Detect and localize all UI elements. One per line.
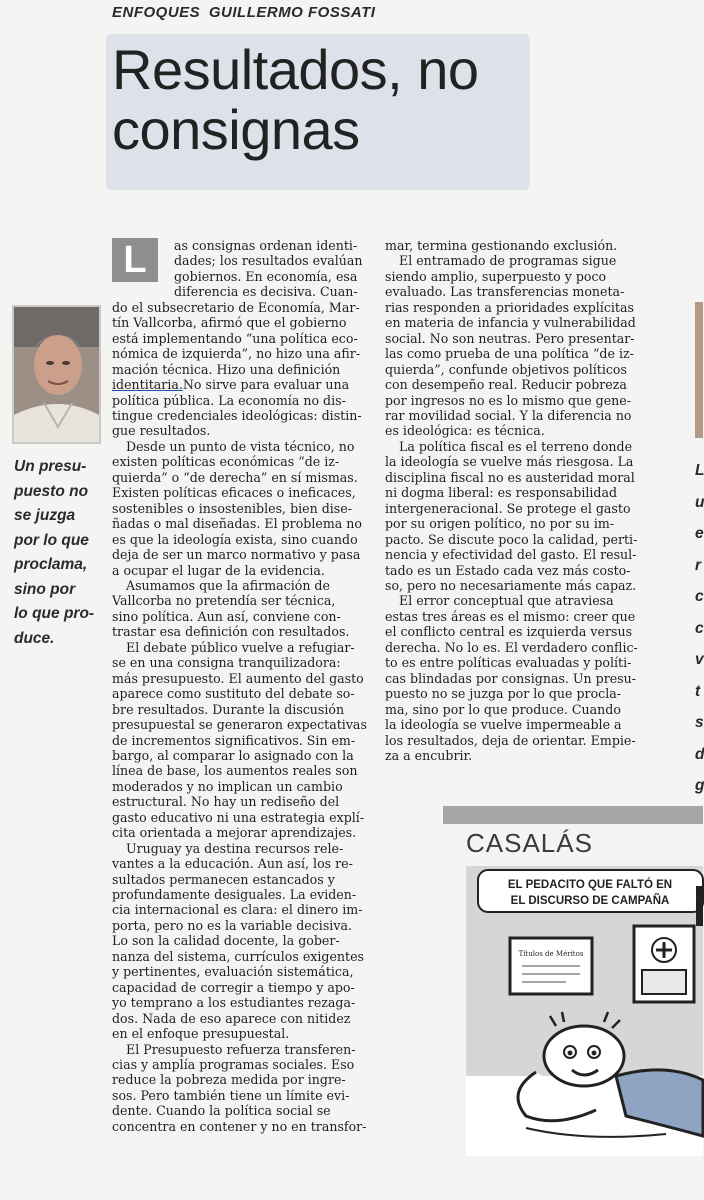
text-line: gue resultados. — [112, 423, 211, 439]
text-line: La política fiscal es el terreno donde — [399, 438, 633, 454]
text-line: porta, pero no es la variable decisiva. — [112, 917, 352, 933]
edge-letter: r — [695, 556, 702, 574]
text-line: Lo son la calidad docente, la gober- — [112, 933, 340, 949]
text-line: rias responden a prioridades explícitas — [385, 299, 634, 315]
text-line: es que la ideología exista, sino cuando — [112, 531, 358, 547]
text-line: disciplina fiscal no es austeridad moral — [385, 469, 635, 485]
text-line: existen políticas económicas “de iz- — [112, 454, 340, 470]
text-line: presupuestal se generaron expectativas — [112, 717, 367, 733]
text-line: bargo, al comparar lo asignado con la — [112, 747, 354, 763]
text-line: as consignas ordenan identi- — [174, 238, 358, 253]
text-line: deja de ser un marco normativo y pasa — [112, 547, 361, 563]
text-line: estas tres áreas es el mismo: creer que — [385, 608, 636, 624]
text-line: en materia de infancia y vulnerabilidad — [385, 315, 636, 331]
text-line: la ideología se vuelve impermeable a — [385, 717, 622, 733]
text-line: gasto educativo ni una estrategia explí- — [112, 809, 365, 825]
adjacent-pullquote-edge — [695, 455, 703, 802]
text-line: siendo amplio, superpuesto y poco — [385, 268, 607, 284]
text-line: y pertinentes, evaluación sistemática, — [112, 964, 354, 980]
edge-letter: d — [695, 745, 704, 763]
text-line: yo temprano a los estudiantes rezaga- — [112, 995, 356, 1011]
text-line: tín Vallcorba, afirmó que el gobierno — [112, 315, 347, 331]
text-line: ni dogma liberal: es responsabilidad — [385, 485, 618, 501]
edge-letter: s — [695, 714, 704, 731]
text-line: bre resultados. Durante la discusión — [112, 701, 345, 717]
lead-lines — [112, 238, 368, 300]
edge-letter: L — [695, 462, 704, 479]
text-line: za a encubrir. — [385, 747, 473, 763]
page-title: Resultados, no consignas — [112, 38, 479, 161]
cartoon-caption-line: EL PEDACITO QUE FALTÓ EN — [507, 879, 673, 891]
identitaria-link[interactable]: identitaria. — [112, 377, 183, 393]
text-line: política pública. La economía no dis- — [112, 392, 346, 408]
text-line: derecha. No lo es. El verdadero conflic- — [385, 639, 638, 655]
text-line: do el subsecretario de Economía, Mar- — [112, 299, 360, 315]
text-line: moderados y no implican un cambio — [112, 778, 343, 794]
text-line: Asumamos que la afirmación de — [126, 577, 330, 593]
text-line: estructural. No hay un rediseño del — [112, 794, 340, 810]
text-line: tado es un Estado cada vez más costo- — [385, 562, 631, 578]
adjacent-photo-edge — [695, 302, 703, 438]
text-line: sos. Pero también tiene un límite evi- — [112, 1087, 350, 1103]
text-line: con desempeño real. Reducir pobreza — [385, 377, 627, 393]
cartoon-header-bar — [443, 806, 703, 824]
text-line: reduce la pobreza medida por ingre- — [112, 1072, 346, 1088]
text-line: so, pero no necesariamente más capaz. — [385, 577, 637, 593]
text-line: evaluado. Las transferencias moneta- — [385, 284, 625, 300]
text-line: dos. Nada de eso aparece con nitidez — [112, 1010, 351, 1026]
text-line: concentra en contener y no en transfor- — [112, 1118, 367, 1134]
text-line: las como prueba de una política “de iz- — [385, 346, 634, 362]
text-line: El error conceptual que atraviesa — [399, 593, 614, 609]
text-line: dente. Cuando la política social se — [112, 1103, 331, 1119]
text-line: de incrementos significativos. Sin em- — [112, 732, 356, 748]
author-photo — [12, 305, 101, 444]
section-kicker — [112, 4, 375, 21]
author-name: GUILLERMO FOSSATI — [208, 4, 376, 21]
text-line: intergeneracional. Se protege el gasto — [385, 500, 631, 516]
text-line: Uruguay ya destina recursos rele- — [126, 840, 344, 856]
edge-letter: t — [695, 682, 701, 700]
text-line: puesto no se juzga por lo que procla- — [385, 686, 621, 702]
text-line: nanza del sistema, currículos exigentes — [112, 948, 365, 964]
article-column-1 — [112, 238, 368, 1134]
text-line: profundamente desiguales. La eviden- — [112, 887, 357, 903]
text-line: quierda” o “de derecha” en sí mismas. — [112, 469, 358, 485]
edge-letter: u — [695, 493, 704, 511]
cartoon-artist: CASALÁS — [466, 828, 593, 858]
text-line: El Presupuesto refuerza transferen- — [126, 1041, 356, 1057]
text-line: dades; los resultados evalúan — [174, 253, 363, 269]
pullquote-line: por lo que — [14, 531, 89, 549]
text-line: ñadas o mal diseñadas. El problema no — [112, 516, 362, 532]
edge-letter: e — [695, 525, 704, 542]
edge-letter: c — [695, 588, 704, 605]
text-line: es ideológica: es técnica. — [385, 423, 545, 439]
text-line: sino política. Aun así, conviene con- — [112, 608, 341, 624]
text-line: por su origen político, no por su im- — [385, 516, 615, 532]
text-line: trastar esa definición con resultados. — [112, 624, 350, 640]
edge-letter: g — [695, 777, 704, 794]
cartoon-caption-line: EL DISCURSO DE CAMPAÑA — [510, 895, 670, 907]
text-line: diferencia es decisiva. Cuan- — [174, 284, 358, 300]
pull-quote — [14, 455, 104, 651]
diploma-text: Títulos de Méritos — [518, 950, 584, 958]
article-column-2 — [385, 238, 647, 763]
text-line: mación técnica. Hizo una definición — [112, 361, 341, 377]
text-line: sostenibles o insostenibles, bien dise- — [112, 500, 352, 516]
text-line: cita orientada a mejorar aprendizajes. — [112, 825, 357, 841]
text-line: está implementando “una política eco- — [112, 330, 358, 346]
text-line: la ideología se vuelve más riesgosa. La — [385, 454, 634, 470]
text-line: Desde un punto de vista técnico, no — [126, 438, 355, 454]
text-line: por ingresos no es lo mismo que gene- — [385, 392, 632, 408]
text-line: nómica de izquierda”, no hizo una afir- — [112, 346, 361, 362]
text-line: pacto. Se discute poco la calidad, perti- — [385, 531, 638, 547]
text-line: rar movilidad social. Y la diferencia no — [385, 407, 632, 423]
text-line: cia internacional es clara: el dinero im- — [112, 902, 363, 918]
pullquote-line: duce. — [14, 629, 55, 647]
text-line: gobiernos. En economía, esa — [174, 268, 358, 284]
text-line: cias y amplía programas sociales. Eso — [112, 1057, 355, 1073]
text-line: ma, sino por lo que produce. Cuando — [385, 701, 621, 717]
text-line: sultados permanecen estancados y — [112, 871, 335, 887]
section-name: ENFOQUES — [112, 4, 201, 21]
pullquote-line: se juzga — [14, 507, 76, 524]
edge-letter: c — [695, 619, 704, 637]
text-line: los resultados, deja de orientar. Empie- — [385, 732, 636, 748]
drop-cap: L — [112, 238, 158, 282]
text-line: capacidad de corregir a tiempo y apo- — [112, 979, 355, 995]
pullquote-line: Un presu- — [14, 458, 87, 475]
pullquote-line: lo que pro- — [14, 605, 95, 622]
text-line: cas blindadas por consignas. Un presu- — [385, 670, 637, 686]
text-line: más presupuesto. El aumento del gasto — [112, 670, 364, 686]
text-line: quierda”, confunde objetivos políticos — [385, 361, 627, 377]
edge-letter: v — [695, 651, 704, 668]
pullquote-line: sino por — [14, 580, 76, 598]
text-line: aparece como sustituto del debate so- — [112, 686, 355, 702]
text-line: Existen políticas eficaces o ineficaces, — [112, 485, 356, 501]
pullquote-line: puesto no — [14, 482, 89, 500]
text-fragment: No sirve para evaluar una — [182, 377, 350, 393]
text-line: línea de base, los aumentos reales son — [112, 763, 358, 779]
text-line: tingue credenciales ideológicas: distin- — [112, 407, 362, 423]
text-line: social. No son neutras. Pero presentar- — [385, 330, 635, 346]
text-line: mar, termina gestionando exclusión. — [385, 238, 618, 253]
text-line: se en una consigna tranquilizadora: — [112, 655, 341, 671]
cartoon-illustration — [466, 866, 703, 1156]
text-line: vantes a la educación. Aun así, los re- — [112, 856, 353, 872]
pullquote-line: proclama, — [14, 556, 88, 573]
text-line: Vallcorba no pretendía ser técnica, — [112, 593, 336, 609]
text-line: a ocupar el lugar de la evidencia. — [112, 562, 325, 578]
text-line: to es entre políticas evaluadas y políti- — [385, 655, 632, 671]
text-line: el conflicto central es izquierda versus — [385, 624, 633, 640]
text-line: El debate público vuelve a refugiar- — [126, 639, 355, 655]
text-line: nencia y efectividad del gasto. El resul- — [385, 547, 637, 563]
text-line: El entramado de programas sigue — [399, 253, 617, 269]
text-line — [112, 377, 368, 392]
text-line: en el enfoque presupuestal. — [112, 1026, 290, 1042]
